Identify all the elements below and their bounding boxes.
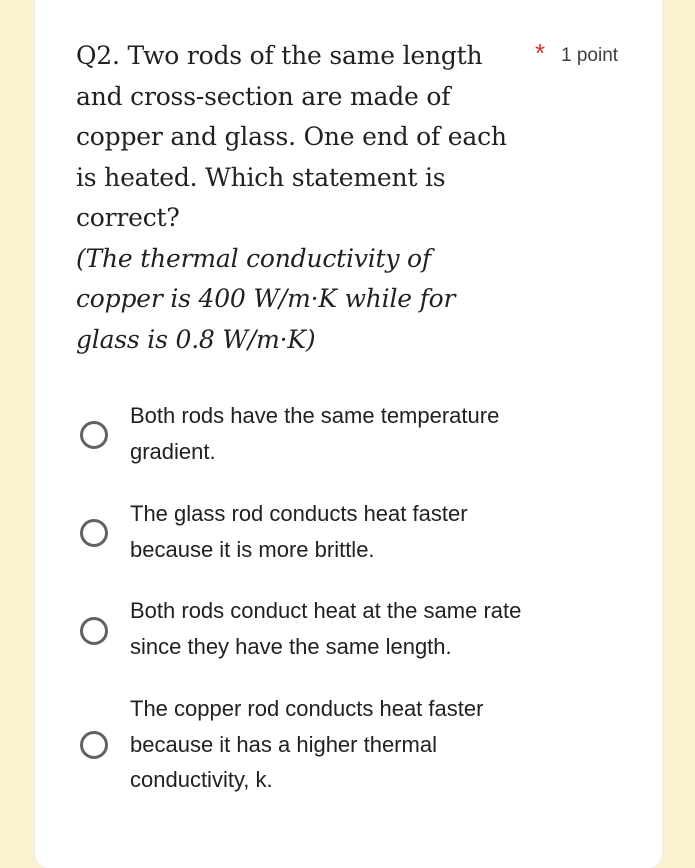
option-label-line: Both rods conduct heat at the same rate: [130, 598, 522, 623]
option-1[interactable]: [76, 398, 596, 470]
radio-button-icon[interactable]: [80, 519, 108, 547]
option-label: [130, 691, 590, 798]
question-note-line: glass is 0.8 W/m·K): [76, 324, 316, 354]
question-text: [76, 36, 526, 360]
required-marker: *: [535, 38, 546, 68]
option-label-line: The copper rod conducts heat faster: [130, 696, 484, 721]
question-note-line: (The thermal conductivity of: [76, 243, 431, 273]
question-line: Q2. Two rods of the same length: [76, 41, 483, 70]
radio-button-icon[interactable]: [80, 421, 108, 449]
option-label-line: because it is more brittle.: [130, 536, 375, 562]
option-3[interactable]: [76, 593, 596, 665]
option-label-line: because it has a higher thermal: [130, 731, 437, 757]
option-4[interactable]: [76, 691, 596, 799]
question-line: copper and glass. One end of each: [76, 122, 507, 151]
option-label-line: The glass rod conducts heat faster: [130, 501, 468, 526]
option-label-line: Both rods have the same temperature: [130, 403, 500, 428]
option-label: [130, 593, 590, 664]
option-2[interactable]: [76, 496, 596, 568]
points-label: 1 point: [561, 45, 619, 66]
question-note-line: copper is 400 W/m·K while for: [76, 284, 456, 313]
radio-button-icon[interactable]: [80, 617, 108, 645]
option-label-line: conductivity, k.: [130, 767, 273, 792]
option-label-line: gradient.: [130, 438, 216, 464]
option-label-line: since they have the same length.: [130, 633, 452, 659]
radio-button-icon[interactable]: [80, 731, 108, 759]
option-label: [130, 496, 590, 567]
question-line: and cross-section are made of: [76, 81, 451, 111]
option-label: [130, 398, 590, 469]
question-line: is heated. Which statement is: [76, 162, 446, 192]
question-line: correct?: [76, 203, 180, 232]
